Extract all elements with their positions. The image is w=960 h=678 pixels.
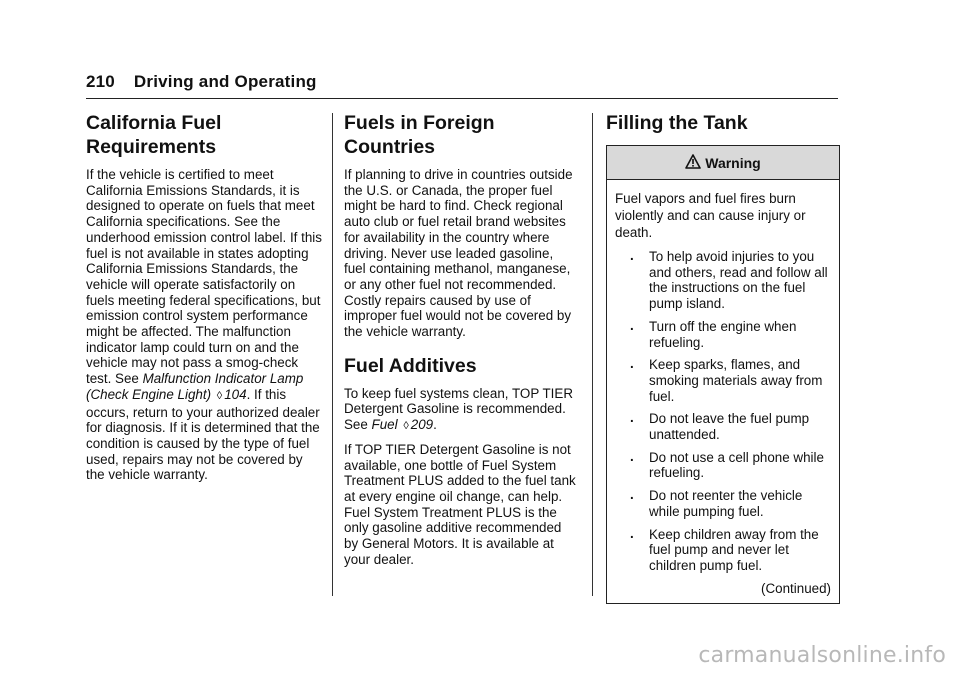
- column-california-fuel: [86, 108, 322, 490]
- bullet-text: Do not leave the fuel pump unattended.: [649, 411, 810, 443]
- bullet-icon: .: [630, 317, 634, 333]
- page-number: 210: [86, 72, 115, 91]
- section-title: Driving and Operating: [133, 72, 317, 91]
- xref-link-fuel[interactable]: [372, 417, 434, 432]
- warning-bullet: [615, 527, 831, 574]
- heading-line: Requirements: [86, 136, 217, 158]
- bullet-text: Do not use a cell phone while refueling.: [649, 449, 824, 481]
- fuel-additives-paragraph-1: [344, 386, 578, 435]
- heading-filling-the-tank: Filling the Tank: [606, 112, 748, 134]
- column-filling-the-tank: [606, 108, 838, 604]
- xref-title: Fuel: [371, 417, 398, 433]
- warning-bullet: [615, 249, 831, 312]
- warning-body: [607, 180, 839, 603]
- bullet-icon: .: [630, 525, 634, 541]
- heading-fuels-in-foreign-countries: [344, 111, 578, 159]
- sentence-end: .: [246, 386, 251, 402]
- running-header: [86, 72, 317, 92]
- warning-bullet: [615, 319, 831, 350]
- page-reference-icon: ◊: [403, 420, 409, 433]
- heading-fuel-additives: Fuel Additives: [344, 354, 477, 377]
- warning-bullet: [615, 411, 831, 442]
- xref-page-number: 104: [224, 386, 247, 402]
- warning-header: [607, 146, 839, 180]
- sentence-end: .: [433, 417, 437, 433]
- bullet-text: To help avoid injuries to you and others, read and follow all the instructions on the fuel pump island.: [649, 249, 828, 312]
- bullet-text: Do not reenter the vehicle while pumping fuel.: [649, 488, 803, 519]
- column-divider-1: [332, 113, 333, 596]
- heading-line: Countries: [344, 136, 436, 158]
- warning-box: [606, 145, 840, 604]
- heading-line: California Fuel: [86, 112, 222, 134]
- bullet-icon: .: [630, 487, 634, 503]
- paragraph-text: If the vehicle is certified to meet California Emissions Standards, it is designed to operate on fuels that meet California specifications. See the underhood emission control label. If this fuel is not available in states adopting California Emissions Standards, the vehicle will operate satisfactorily on fuels meeting federal specifications, but emission control system performance might be affected. The malfunction indicator lamp could turn on and the vehicle may not pass a smog-check test. See: [86, 167, 322, 387]
- warning-bullet: [615, 357, 831, 404]
- paragraph-text: If this occurs, return to your authorized dealer for diagnosis. If it is determined that the condition is caused by the type of fuel used, repairs may not be covered by the vehicle warranty.: [86, 386, 320, 483]
- bullet-icon: .: [630, 356, 634, 372]
- bullet-text: Keep children away from the fuel pump and never let children pump fuel.: [649, 526, 819, 573]
- xref-title: Malfunction Indicator Lamp (Check Engine Light): [86, 371, 304, 402]
- warning-bullet: [615, 488, 831, 519]
- bullet-icon: .: [630, 410, 634, 426]
- warning-triangle-icon: [685, 154, 701, 172]
- continued-label: (Continued): [761, 580, 831, 596]
- bullet-icon: .: [630, 448, 634, 464]
- watermark: carmanualsonline.info: [698, 643, 946, 668]
- warning-bullet-list: [615, 249, 831, 574]
- paragraph-text: To keep fuel systems clean, TOP TIER Detergent Gasoline is recommended. See: [344, 385, 573, 433]
- warning-title: Warning: [705, 154, 761, 171]
- heading-california-fuel: [86, 111, 322, 159]
- column-foreign-fuels-additives: [344, 108, 578, 574]
- fuel-additives-paragraph-2: If TOP TIER Detergent Gasoline is not available, one bottle of Fuel System Treatment PLUS added to the fuel tank at every engine oil change, can help. Fuel System Treatment PLUS is the only gasoline additive recommended by General Motors. It is available at your dealer.: [344, 441, 576, 567]
- warning-lead: Fuel vapors and fuel fires burn violently and can cause injury or death.: [615, 191, 806, 240]
- bullet-icon: .: [630, 248, 634, 263]
- california-fuel-paragraph: [86, 167, 322, 483]
- xref-page-number: 209: [410, 417, 434, 433]
- bullet-text: Turn off the engine when refueling.: [649, 318, 797, 350]
- bullet-text: Keep sparks, flames, and smoking materials away from fuel.: [649, 357, 823, 404]
- page-reference-icon: ◊: [216, 389, 223, 402]
- foreign-fuels-paragraph: If planning to drive in countries outside the U.S. or Canada, the proper fuel might be hard to find. Check regional auto club or fuel retail brand websites for availability in the country where driving. Never use leaded gasoline, fuel containing methanol, manganese, or any other fuel not recommended. Costly repairs caused by use of improper fuel would not be covered by the vehicle warranty.: [344, 167, 573, 340]
- column-divider-2: [592, 113, 593, 596]
- heading-line: Fuels in Foreign: [344, 112, 495, 134]
- warning-bullet: [615, 450, 831, 481]
- header-rule: [86, 98, 838, 99]
